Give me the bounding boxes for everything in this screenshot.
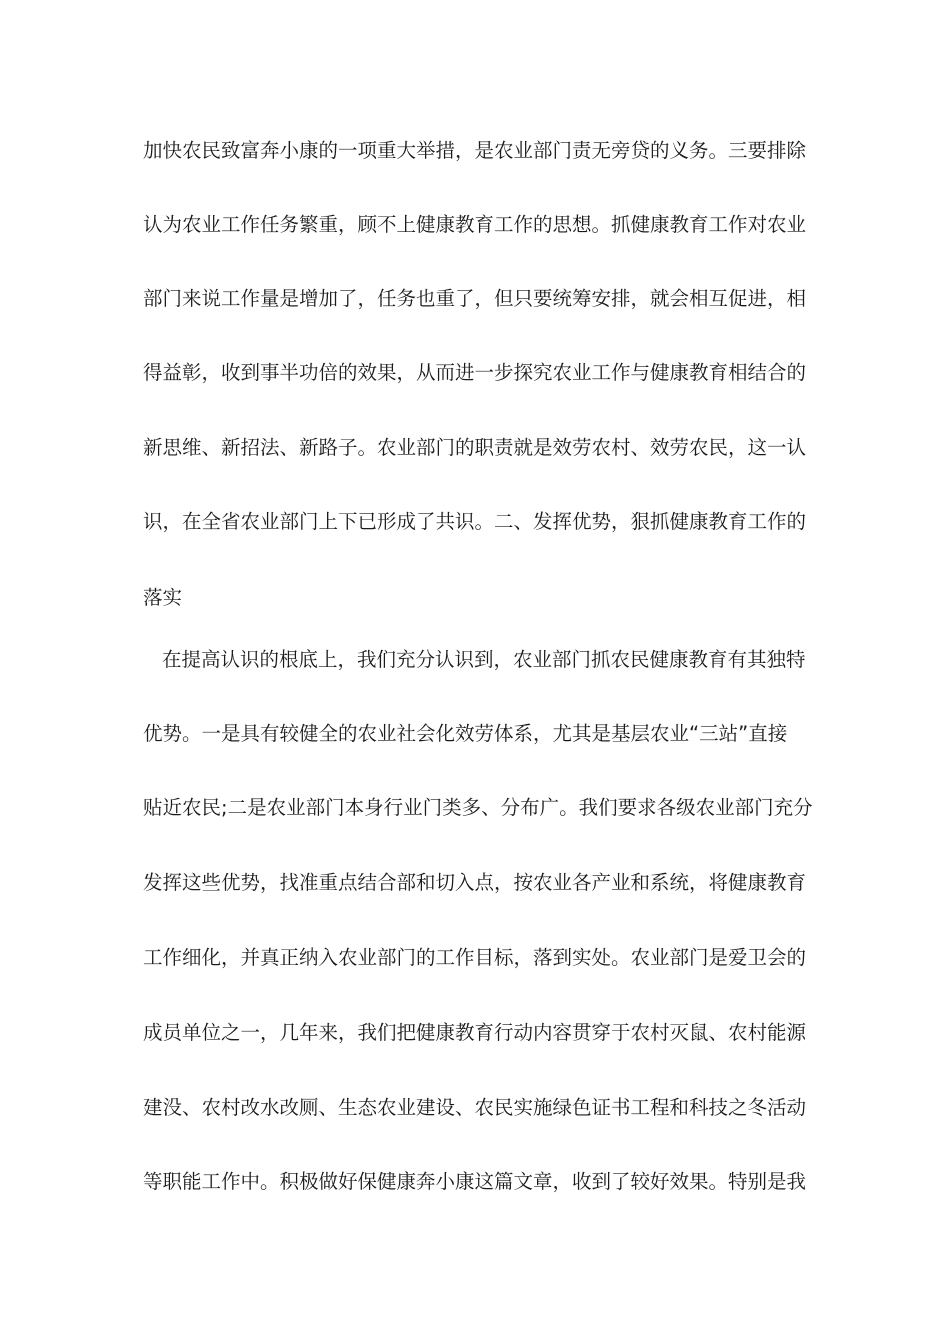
paragraph-first-line: 在提高认识的根底上，我们充分认识到，农业部门抓农民健康教育有其独特 [162,648,806,671]
text-line: 优势。一是具有较健全的农业社会化效劳体系，尤其是基层农业“三站”直接 [143,722,788,745]
text-line: 新思维、新招法、新路子。农业部门的职责就是效劳农村、效劳农民，这一认 [143,436,807,459]
text-line: 等职能工作中。积极做好保健康奔小康这篇文章，收到了较好效果。特别是我 [143,1170,807,1193]
text-line: 部门来说工作量是增加了，任务也重了，但只要统筹安排，就会相互促进，相 [143,287,807,310]
text-line: 识，在全省农业部门上下已形成了共识。二、发挥优势，狠抓健康教育工作的 [143,510,807,533]
text-line: 成员单位之一，几年来，我们把健康教育行动内容贯穿于农村灭鼠、农村能源 [143,1021,807,1044]
text-line: 建没、农村改水改厕、生态农业建设、农民实施绿色证书工程和科技之冬活动 [143,1096,807,1119]
text-line: 得益彰，收到事半功倍的效果，从而进一步探究农业工作与健康教育相结合的 [143,361,807,384]
text-line: 加快农民致富奔小康的一项重大举措，是农业部门责无旁贷的义务。三要排除 [143,139,807,162]
text-line: 贴近农民;二是农业部门本身行业门类多、分布广。我们要求各级农业部门充分 [143,796,813,819]
section-heading-continuation: 落实 [143,586,183,609]
text-line: 发挥这些优势，找准重点结合部和切入点，按农业各产业和系统，将健康教育 [143,871,807,894]
text-line: 工作细化，并真正纳入农业部门的工作目标，落到实处。农业部门是爱卫会的 [143,946,807,969]
text-line: 认为农业工作任务繁重，顾不上健康教育工作的思想。抓健康教育工作对农业 [143,213,807,236]
